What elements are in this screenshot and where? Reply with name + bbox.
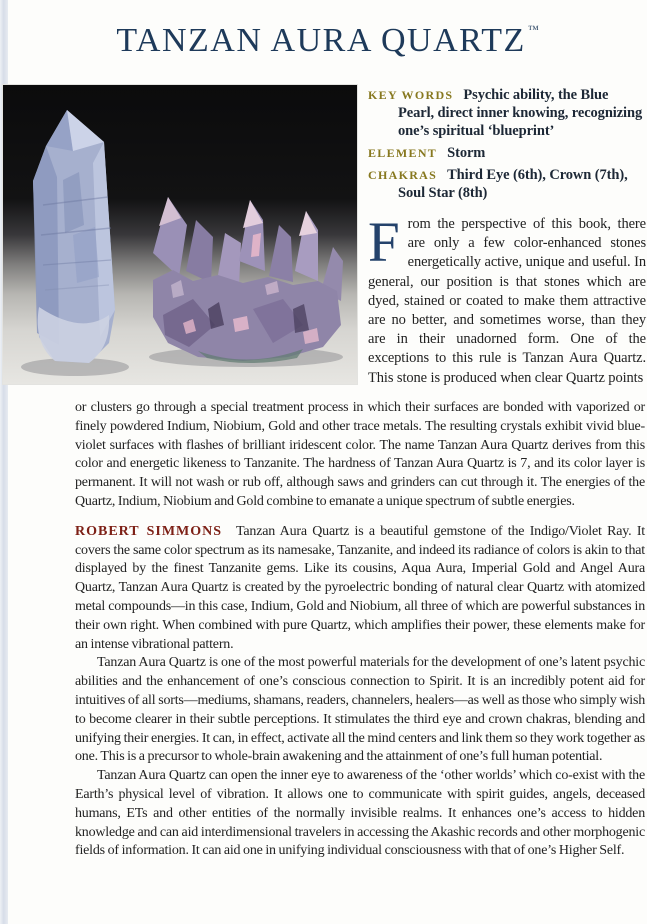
robert-simmons-label: ROBERT SIMMONS bbox=[75, 523, 223, 539]
intro-column-text: rom the perspective of this book, there are only a few color-enhanced stones energetically active, unique and useful. In general, our position is that stones which are dyed, stained or coated to make them attractive are no better, and sometimes worse, than they are in their unadorned form. One of the exceptions to this rule is Tanzan Aura Quartz. This stone is produced when clear Quartz points bbox=[368, 216, 646, 386]
property-chakras bbox=[368, 166, 646, 202]
page-title bbox=[8, 22, 647, 60]
chakras-label: CHAKRAS bbox=[368, 168, 438, 182]
element-value: Storm bbox=[447, 145, 486, 161]
robert-simmons-paragraph-1-text: Tanzan Aura Quartz is a beautiful gemstone of the Indigo/Violet Ray. It covers the same color spectrum as its namesake, Tanzanite, and indeed its radiance of colors is akin to that displayed by the finest Tanzanite gems. Like its cousins, Aqua Aura, Imperial Gold and Angel Aura Quartz, Tanzan Aura Quartz is created by the pyroelectric bonding of natural clear Quartz with atomized metal compounds—in this case, Indium, Gold and Niobium, all three of which are powerful substances in their own right. When combined with pure Quartz, which amplifies their power, these elements make for an intense vibrational pattern. bbox=[75, 523, 645, 652]
main-text-block bbox=[75, 399, 645, 861]
intro-paragraph-column bbox=[368, 211, 646, 388]
key-words-label: KEY WORDS bbox=[368, 88, 454, 102]
key-words-value: Psychic ability, the Blue Pearl, direct inner knowing, recognizing one’s spiritual ‘blueprint’ bbox=[398, 87, 643, 139]
crystal-photo-illustration bbox=[3, 85, 357, 384]
property-key-words bbox=[368, 86, 646, 140]
page-title-text: TANZAN AURA QUARTZ bbox=[116, 22, 526, 59]
crystal-photo bbox=[3, 85, 357, 384]
property-element bbox=[368, 144, 646, 162]
trademark-symbol: ™ bbox=[527, 24, 539, 36]
robert-simmons-paragraph-3: Tanzan Aura Quartz can open the inner eye to awareness of the ‘other worlds’ which co-exist with the Earth’s physical level of vibration. It allows one to communicate with spirit guides, angels, deceased humans, ETs and other entities of the normally invisible realms. It enhances one’s access to hidden knowledge and can aid interdimensional travelers in accessing the Akashic records and other morphogenic fields of information. It can aid one in unifying individual consciousness with that of one’s Higher Self. bbox=[75, 768, 645, 859]
robert-simmons-paragraph-1 bbox=[75, 523, 645, 655]
element-label: ELEMENT bbox=[368, 146, 438, 160]
sidebar-properties-column bbox=[368, 86, 646, 388]
robert-simmons-paragraph-2: Tanzan Aura Quartz is one of the most powerful materials for the development of one’s latent psychic abilities and the enhancement of one’s conscious connection to Spirit. It is an incredibly potent aid for intuitives of all sorts—mediums, shamans, readers, channelers, healers—as well as those who simply wish to become clearer in their subtle perceptions. It stimulates the third eye and crown chakras, blending and unifying their energies. It can, in effect, activate all the mind centers and link them so they work together as one. This is a precursor to whole-brain awakening and the attainment of one’s full human potential. bbox=[75, 655, 645, 765]
chakras-value: Third Eye (6th), Crown (7th), Soul Star (8th) bbox=[398, 167, 628, 201]
drop-cap: F bbox=[368, 211, 400, 274]
intro-paragraph-full-width: or clusters go through a special treatment process in which their surfaces are bonded with vaporized or finely powdered Indium, Niobium, Gold and other trace metals. The resulting crystals exhibit vivid blue-violet surfaces with flashes of brilliant iridescent color. The name Tanzan Aura Quartz derives from this color and energetic likeness to Tanzanite. The hardness of Tanzan Aura Quartz is 7, and its color layer is permanent. It will not wash or rub off, although saws and grinders can cut through it. The energies of the Quartz, Indium, Niobium and Gold combine to emanate a unique spectrum of subtle energies. bbox=[75, 400, 645, 509]
